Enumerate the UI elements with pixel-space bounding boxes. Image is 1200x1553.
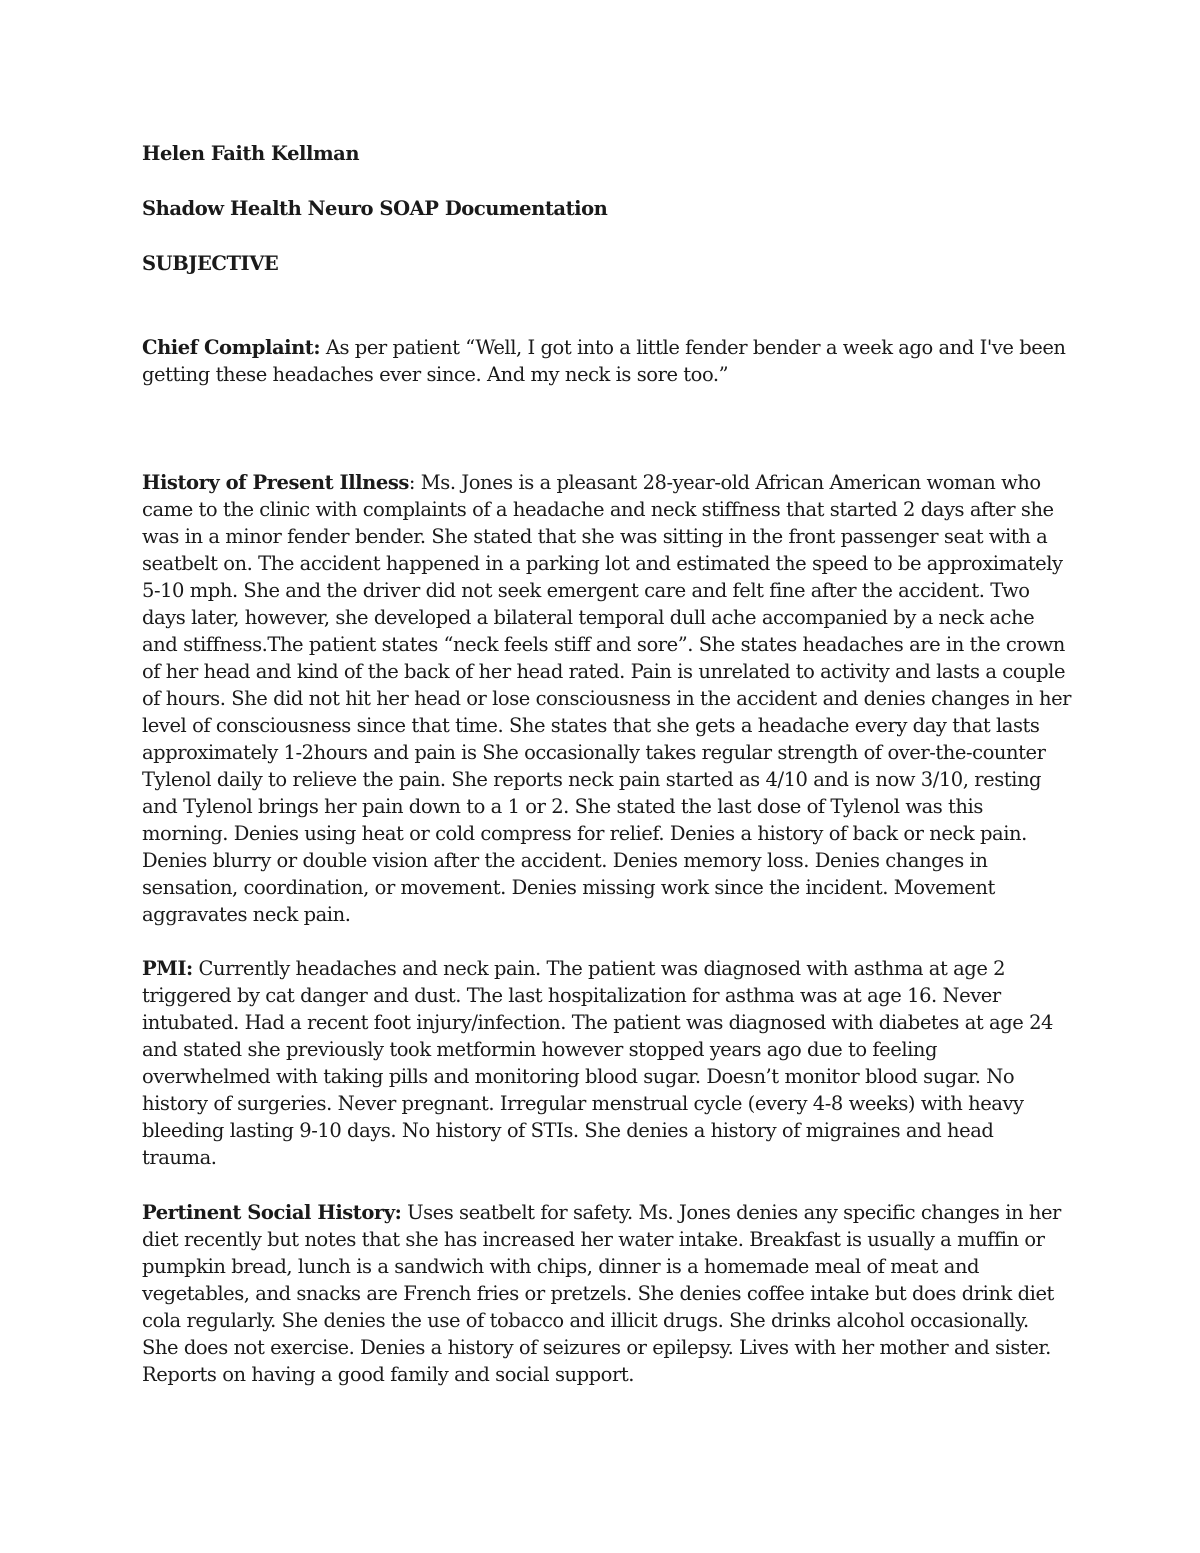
text-line: Reports on having a good family and social support. <box>142 1363 634 1386</box>
text-line: 5-10 mph. She and the driver did not seek emergent care and felt fine after the accident. Two <box>142 579 1030 602</box>
hpi-paragraph <box>142 469 1072 928</box>
text-line: days later, however, she developed a bilateral temporal dull ache accompanied by a neck ache <box>142 606 1035 629</box>
text-line: trauma. <box>142 1146 217 1169</box>
pmi-paragraph <box>142 955 1072 1171</box>
pmi-label: PMI: <box>142 957 193 980</box>
text-line: triggered by cat danger and dust. The last hospitalization for asthma was at age 16. Never <box>142 984 1001 1007</box>
text-line: pumpkin bread, lunch is a sandwich with chips, dinner is a homemade meal of meat and <box>142 1255 980 1278</box>
text-line: was in a minor fender bender. She stated that she was sitting in the front passenger seat with a <box>142 525 1048 548</box>
text-line: Tylenol daily to relieve the pain. She reports neck pain started as 4/10 and is now 3/10, resting <box>142 768 1042 791</box>
hpi-label: History of Present Illness <box>142 471 409 494</box>
text-line: PMI: Currently headaches and neck pain. The patient was diagnosed with asthma at age 2 <box>142 957 1006 980</box>
text-line: history of surgeries. Never pregnant. Irregular menstrual cycle (every 4-8 weeks) with heavy <box>142 1092 1024 1115</box>
text-line: and Tylenol brings her pain down to a 1 or 2. She stated the last dose of Tylenol was this <box>142 795 983 818</box>
text-line: getting these headaches ever since. And my neck is sore too.” <box>142 363 729 386</box>
text-line: seatbelt on. The accident happened in a parking lot and estimated the speed to be approximately <box>142 552 1063 575</box>
text-line: sensation, coordination, or movement. Denies missing work since the incident. Movement <box>142 876 995 899</box>
text-line: approximately 1-2hours and pain is She occasionally takes regular strength of over-the-counter <box>142 741 1046 764</box>
text-line: level of consciousness since that time. She states that she gets a headache every day that lasts <box>142 714 1040 737</box>
social-history-paragraph <box>142 1199 1072 1388</box>
text-line: of her head and kind of the back of her head rated. Pain is unrelated to activity and lasts a couple <box>142 660 1066 683</box>
document-title: Shadow Health Neuro SOAP Documentation <box>142 197 608 220</box>
text-line: bleeding lasting 9-10 days. No history of STIs. She denies a history of migraines and head <box>142 1119 994 1142</box>
patient-name: Helen Faith Kellman <box>142 142 360 165</box>
text-line: Denies blurry or double vision after the accident. Denies memory loss. Denies changes in <box>142 849 988 872</box>
text-line: of hours. She did not hit her head or lose consciousness in the accident and denies changes in her <box>142 687 1072 710</box>
text-line: and stiffness.The patient states “neck feels stiff and sore”. She states headaches are in the crown <box>142 633 1065 656</box>
text-line: overwhelmed with taking pills and monitoring blood sugar. Doesn’t monitor blood sugar. No <box>142 1065 1015 1088</box>
text-line: Pertinent Social History: Uses seatbelt for safety. Ms. Jones denies any specific changes in her <box>142 1201 1061 1224</box>
text-line: aggravates neck pain. <box>142 903 351 926</box>
text-line: She does not exercise. Denies a history of seizures or epilepsy. Lives with her mother and sister. <box>142 1336 1051 1359</box>
chief-complaint-paragraph <box>142 334 1072 388</box>
text-line: and stated she previously took metformin however stopped years ago due to feeling <box>142 1038 938 1061</box>
text-line: came to the clinic with complaints of a headache and neck stiffness that started 2 days after she <box>142 498 1054 521</box>
text-line: vegetables, and snacks are French fries or pretzels. She denies coffee intake but does drink diet <box>142 1282 1054 1305</box>
text-line: Chief Complaint: As per patient “Well, I got into a little fender bender a week ago and I've been <box>142 336 1066 359</box>
text-line: intubated. Had a recent foot injury/infection. The patient was diagnosed with diabetes at age 24 <box>142 1011 1053 1034</box>
text-line: diet recently but notes that she has increased her water intake. Breakfast is usually a muffin or <box>142 1228 1045 1251</box>
social-history-label: Pertinent Social History: <box>142 1201 402 1224</box>
text-line: History of Present Illness: Ms. Jones is a pleasant 28-year-old African American woman who <box>142 471 1041 494</box>
chief-complaint-label: Chief Complaint: <box>142 336 321 359</box>
section-heading-subjective: SUBJECTIVE <box>142 252 279 275</box>
text-line: morning. Denies using heat or cold compress for relief. Denies a history of back or neck pain. <box>142 822 1027 845</box>
text-line: cola regularly. She denies the use of tobacco and illicit drugs. She drinks alcohol occasionally. <box>142 1309 1029 1332</box>
